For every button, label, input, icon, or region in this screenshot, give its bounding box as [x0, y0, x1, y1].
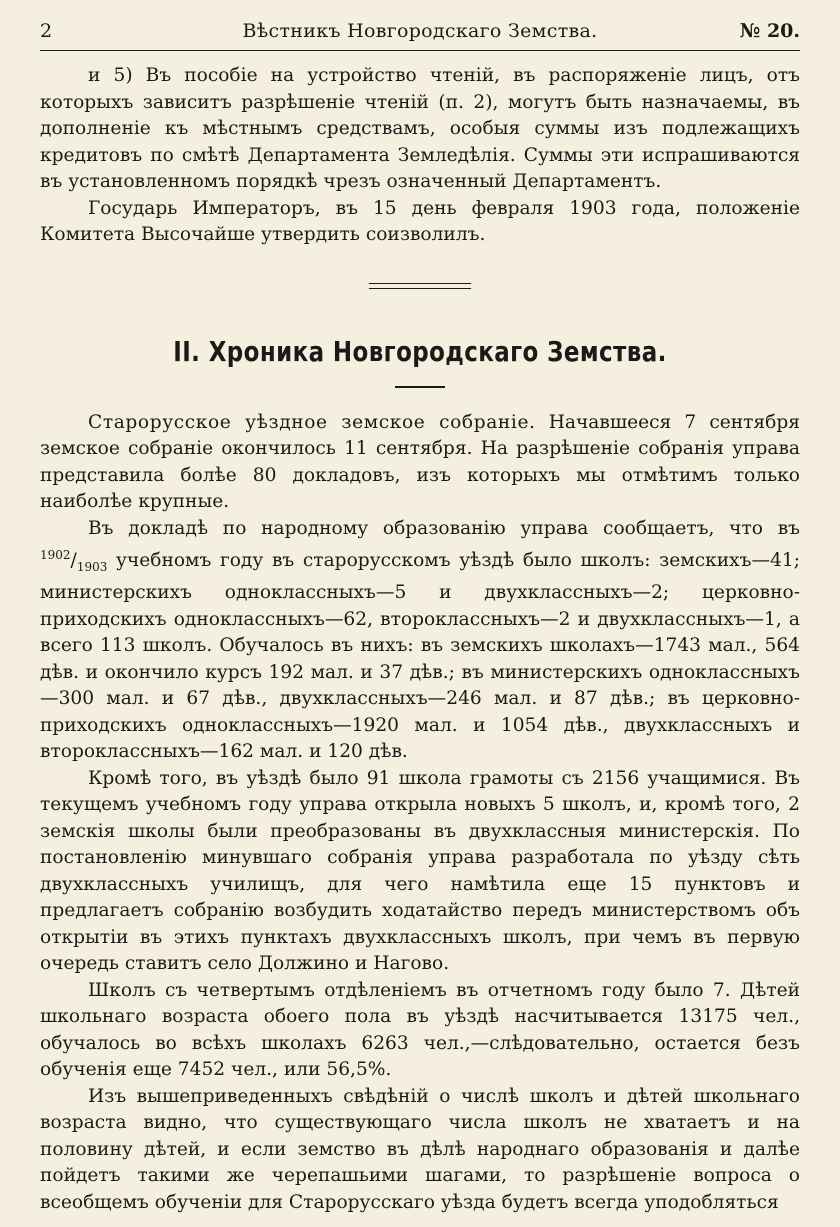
paragraph-conclusion: Изъ вышеприведенныхъ свѣдѣній о числѣ школъ и дѣтей школьнаго возраста видно, что существующаго числа школъ не хватаетъ и на половину дѣтей, и если земство въ дѣлѣ народнаго образованія и далѣе пойдетъ такими же черепашьими шагами, то разрѣшеніе вопроса о всеобщемъ обученіи для Старорусскаго уѣзда будетъ всегда уподобляться	[40, 1085, 800, 1213]
paragraph-school-age-children: Школъ съ четвертымъ отдѣленіемъ въ отчетномъ году было 7. Дѣтей школьнаго возраста обоего пола въ уѣздѣ насчитывается 13175 чел., обучалось во всѣхъ школахъ 6263 чел.,—слѣдовательно, остается безъ обученія еще 7452 чел., или 56,5%.	[40, 979, 800, 1081]
paragraph-literacy-schools: Кромѣ того, въ уѣздѣ было 91 школа грамоты съ 2156 учащимися. Въ текущемъ учебномъ году управа открыла новыхъ 5 школъ, и, кромѣ того, 2 земскія школы были преобразованы въ двухклассныя министерскія. По постановленію минувшаго собранія управа разработала по уѣзду сѣть двухклассныхъ училищъ, для чего намѣтила еще 15 пунктовъ и предлагаетъ собранію возбудить ходатайство передъ министерствомъ объ открытіи въ этихъ пунктахъ двухклассныхъ школъ, при чемъ въ первую очередь ставитъ село Должино и Нагово.	[40, 767, 800, 975]
school-stats-rest: учебномъ году въ старорусскомъ уѣздѣ было школъ: земскихъ—41; министерскихъ одноклассныхъ—5 и двухклассныхъ—2; церковно-приходскихъ одноклассныхъ—62, второклассныхъ—2 и двухклассныхъ—1, а всего 113 школъ. Обучалось въ нихъ: въ земскихъ школахъ—1743 мал., 564 дѣв. и окончило курсъ 192 мал. и 37 дѣв.; въ министерскихъ одноклассныхъ—300 мал. и 67 дѣв., двухклассныхъ—246 мал. и 87 дѣв.; въ церковно-приходскихъ одноклассныхъ—1920 мал. и 1054 дѣв., двухклассныхъ и второклассныхъ—162 мал. и 120 дѣв.	[40, 550, 800, 763]
journal-title: Вѣстникъ Новгородскаго Земства.	[242, 20, 598, 42]
page-number: 2	[40, 20, 53, 42]
header-rule	[40, 50, 800, 51]
paragraph-school-statistics: Въ докладѣ по народному образованію управа сообщаетъ, что въ $^{1902}/_{1903}$ учебномъ году въ старорусскомъ уѣздѣ было школъ: земскихъ—41; министерскихъ одноклассныхъ—5 и двухклассныхъ—2; церковно-приходскихъ одноклассныхъ—62, второклассныхъ—2 и двухклассныхъ—1, а всего 113 школъ. Обучалось въ нихъ: въ земскихъ школахъ—1743 мал., 564 дѣв. и окончило курсъ 192 мал. и 37 дѣв.; въ министерскихъ одноклассныхъ—300 мал. и 67 дѣв., двухклассныхъ—246 мал. и 87 дѣв.; въ церковно-приходскихъ одноклассныхъ—1920 мал. и 1054 дѣв., двухклассныхъ и второклассныхъ—162 мал. и 120 дѣв.	[40, 517, 800, 763]
section-title: II. Хроника Новгородскаго Земства.	[173, 334, 667, 368]
title-underline	[395, 386, 445, 388]
year-fraction-bottom: 1903	[76, 559, 108, 574]
double-rule-separator	[369, 283, 471, 289]
school-stats-start: Въ докладѣ по народному образованію управа сообщаетъ, что въ	[88, 517, 800, 539]
paragraph-decree-item-5: и 5) Въ пособіе на устройство чтеній, въ распоряженіе лицъ, отъ которыхъ зависитъ разрѣшеніе чтеній (п. 2), могутъ быть назначаемы, въ дополненіе къ мѣстнымъ средствамъ, особыя суммы изъ подлежащихъ кредитовъ по смѣтѣ Департамента Земледѣлія. Суммы эти испрашиваются въ установленномъ порядкѣ чрезъ означенный Департаментъ.	[40, 65, 800, 192]
page-header	[40, 20, 800, 50]
issue-number: № 20.	[739, 20, 800, 42]
paragraph-imperial-approval: Государь Императоръ, въ 15 день февраля 1903 года, положеніе Комитета Высочайше утвердить соизволилъ.	[40, 197, 800, 245]
paragraph-assembly-intro	[40, 410, 800, 516]
year-fraction-top: 1902	[40, 548, 71, 562]
lead-heading: Старорусское уѣздное земское собраніе.	[88, 411, 536, 433]
assembly-intro-text: Начавшееся 7 сентября земское собраніе окончилось 11 сентября. На разрѣшеніе собранія управа представила болѣе 80 докладовъ, изъ которыхъ мы отмѣтимъ только наиболѣе крупные.	[40, 411, 800, 512]
